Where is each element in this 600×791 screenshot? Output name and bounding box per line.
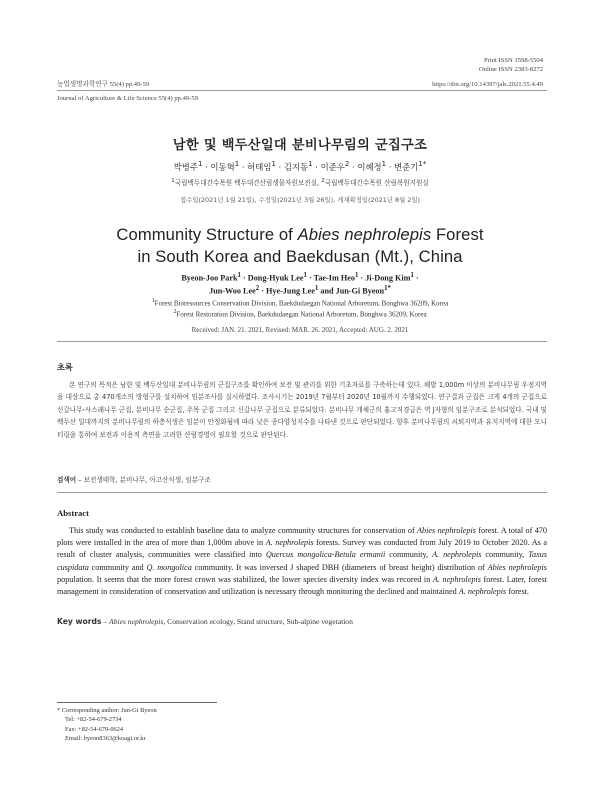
footnote-email[interactable]: Email: byeon8363@koagi.or.kr: [65, 735, 146, 743]
journal-kr: 농업생명과학연구 55(4) pp.49-59: [57, 81, 150, 88]
journal-en: Journal of Agriculture & Life Science 55(4) pp.49-59: [57, 95, 198, 102]
affiliation-en-1: $^1$Forest Bioresources Conservation Division, Baekdudaegan National Arboretum, Bonghwa 36209, Korea: [151, 298, 449, 308]
keywords-kr-label: 검색어: [57, 476, 77, 484]
title-rule: [57, 341, 547, 342]
online-issn: Online ISSN 2383-8272: [478, 66, 543, 73]
footnote-rule: [57, 702, 217, 703]
dates-kr: 접수일(2021년 1월 21일), 수정일(2021년 3월 26일), 게재확정일(2021년 8월 2일): [179, 196, 421, 204]
abstract-kr-text: 본 연구의 목적은 남한 및 백두산일대 분비나무림의 군집구조를 확인하여 보전 및 관리를 위한 기초자료를 구축하는데 있다. 해발 1,000m 이상의 분비나무림 우점지역을 대상으로 총 470개소의 방형구를 설치하여 임분조사를 실시하였다. 조사시기는 2019년 7월부터 2020년 10월까지 수행되었다. 연구결과 군집은 크게 4개의 군집으로 신갈나무-사스래나무 군집, 분비나무 순군집, 주목 군집 그리고 신갈나무 군집으로 분류되었다. 분비나무 개체군의 흉고직경급은 역 J자형의 임분구조로 분석되었다. 국내 및 백두산 일대까지의 분비나무림의 하층식생은 임분이 안정화됨에 따라 낮은 종다양성지수를 나타낸 것으로 판단되었다. 향후 분비나무림의 쇠퇴지역과 유지지역에 대한 모니터링을 통하여 보전과 이용적 측면을 고려한 산림경영이 필요할 것으로 판단된다.: [57, 381, 547, 439]
footnote-fax: Fax: +82-54-679-0624: [65, 725, 124, 733]
abstract-en-text: This study was conducted to establish baseline data to analyze community structures for conservation of Abies nephrolepis forest. A total of 470 plots were installed in the area of more than 1,000m above in A. nephrolepis forests. Survey was conducted from July 2019 to October 2020. As a result of cluster analysis, communities were classified into Quercus mongolica-Betula ermanii community, A. nephrolepis community, Taxus cuspidata community and Q. mongolica community. It was inversed J shaped DBH (diameters of breast height) distribution of Abies nephrolepis population. It seems that the more forest crown was stabilized, the lower species diversity index was recored in A. nephrolepis forest. Later, forest management in consideration of conservation and utilization is necessary through monitoring the declined and maintained A. nephrolepis forest.: [57, 526, 548, 597]
authors-en-line2: Jun-Woo Lee$^2$ · Hye-Jung Lee$^1$ and Jun-Gi Byeon$^{1*}$: [209, 285, 391, 296]
print-issn: Print ISSN 1598-5504: [484, 57, 543, 64]
footnote: [57, 706, 157, 744]
header-rule: [57, 90, 547, 91]
footnote-tel: Tel: +82-54-679-2734: [65, 716, 122, 724]
title-en: Community Structure of Abies nephrolepis Forest in South Korea and Baekdusan (Mt.), China: [116, 225, 484, 266]
keywords-kr: 검색어 – 보전생태학, 분비나무, 아고산식생, 임분구조: [57, 476, 211, 484]
corresponding-author: * Corresponding author: Jun-Gi Byeon: [57, 707, 157, 714]
abstract-kr-heading: 초록: [57, 362, 73, 372]
dates-en: Received: JAN. 21. 2021, Revised: MAR. 26. 2021, Accepted: AUG. 2. 2021: [191, 326, 409, 334]
abstract-rule: [57, 492, 547, 493]
keywords-en-label: Key words: [57, 617, 102, 626]
abstract-en-heading: Abstract: [57, 508, 89, 518]
issn-block: [479, 56, 543, 74]
authors-en-line1: Byeon-Joo Park$^1$ · Dong-Hyuk Lee$^1$ · Tae-Im Heo$^1$ · Ji-Dong Kim$^1$ ·: [181, 272, 419, 283]
authors-kr: 박병주$^1$ · 이동혁$^1$ · 허태임$^1$ · 김지동$^1$ · 이준우$^2$ · 이혜정$^1$ · 변준기$^{1*}$: [173, 160, 427, 172]
affiliation-kr: $^1$국립백두대간수목원 백두대간산림생물자원보전실, $^2$국립백두대간수목원 산림복원지원실: [171, 177, 429, 187]
affiliation-en-2: $^2$Forest Restoration Division, Baekdudaegan National Arboretum, Bonghwa 36209, Korea: [173, 309, 427, 319]
title-kr: 남한 및 백두산일대 분비나무림의 군집구조: [172, 138, 428, 153]
doi-link[interactable]: https://doi.org/10.14397/jals.2021.55.4.49: [432, 81, 543, 88]
keywords-en: Key words – Abies nephrolepis, Conservation ecology, Stand structure, Sub-alpine vegetation: [57, 617, 353, 626]
